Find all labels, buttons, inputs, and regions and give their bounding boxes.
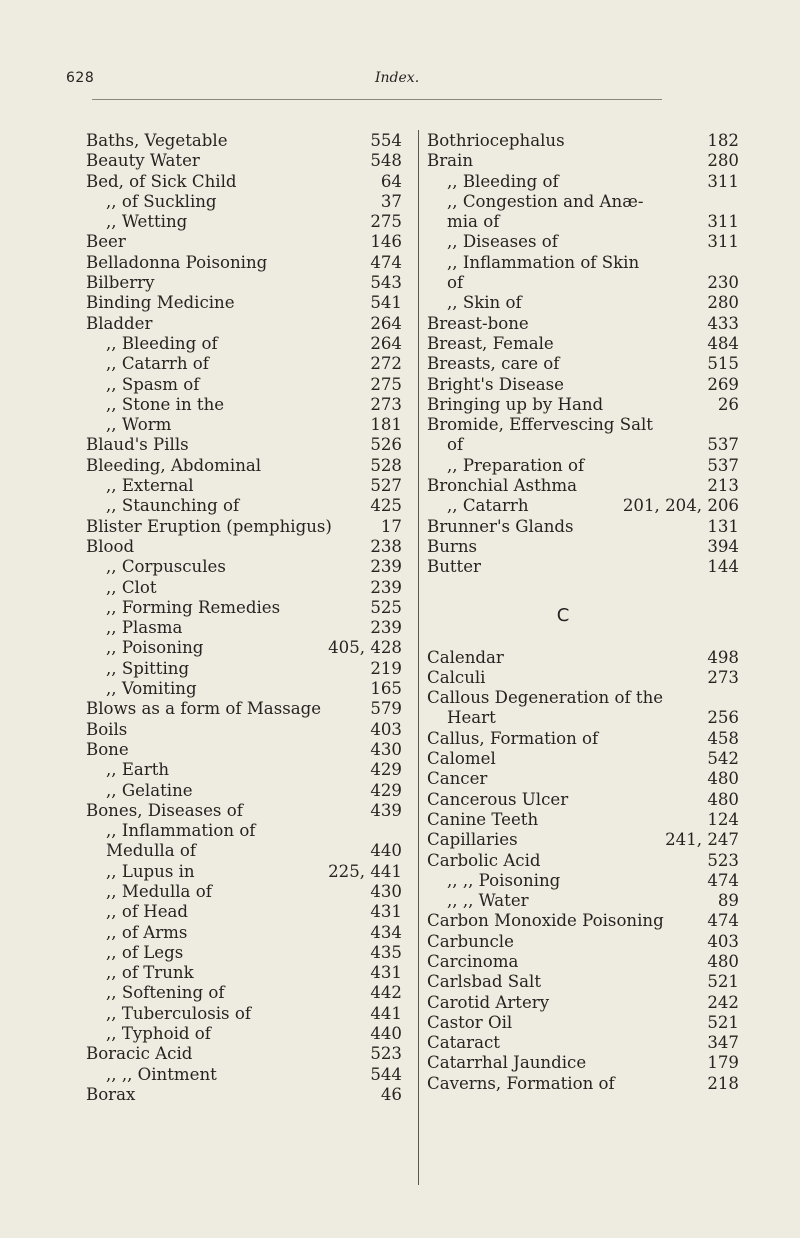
- index-entry: [86, 314, 402, 334]
- entry-page-number: 89: [717, 891, 739, 911]
- entry-label: ,, Lupus in: [106, 861, 195, 881]
- index-left-column: [86, 131, 402, 1105]
- index-entry: [86, 192, 402, 212]
- entry-label: Breasts, care of: [427, 354, 560, 374]
- entry-label: ,, Inflammation of Skin: [447, 252, 640, 272]
- entry-label: Bright's Disease: [427, 374, 564, 394]
- index-entry: [86, 1085, 402, 1105]
- entry-label: Belladonna Poisoning: [86, 252, 268, 272]
- entry-page-number: 26: [717, 394, 739, 414]
- entry-label: Bones, Diseases of: [86, 800, 243, 820]
- entry-page-number: 434: [370, 922, 402, 942]
- entry-page-number: 347: [707, 1033, 739, 1053]
- entry-page-number: 440: [370, 1024, 402, 1044]
- entry-label: ,, Medulla of: [106, 881, 212, 901]
- entry-label: ,, Vomiting: [106, 679, 197, 699]
- entry-label: ,, of Legs: [106, 942, 184, 962]
- index-entry: [427, 354, 739, 374]
- entry-label: ,, Diseases of: [447, 232, 558, 252]
- index-entry: [427, 192, 739, 212]
- entry-label: Blood: [86, 536, 135, 556]
- entry-label: ,, of Arms: [106, 922, 188, 942]
- entry-page-number: 480: [707, 789, 739, 809]
- index-entry: [427, 435, 739, 455]
- index-c-entries: [427, 648, 739, 1095]
- entry-page-number: 144: [707, 557, 739, 577]
- index-entry: [86, 131, 402, 151]
- index-entry: [86, 395, 402, 415]
- entry-label: ,, ,, Ointment: [106, 1064, 217, 1084]
- index-entry: [86, 293, 402, 313]
- entry-page-number: 269: [707, 374, 739, 394]
- entry-page-number: 480: [707, 769, 739, 789]
- entry-label: Caverns, Formation of: [427, 1073, 615, 1093]
- index-entry: [427, 375, 739, 395]
- entry-page-number: 429: [370, 780, 402, 800]
- index-entry: [427, 273, 739, 293]
- entry-page-number: 165: [370, 679, 402, 699]
- index-entry: [427, 932, 739, 952]
- entry-page-number: 256: [707, 708, 739, 728]
- entry-label: Carlsbad Salt: [427, 972, 541, 992]
- entry-label: ,, Bleeding of: [447, 171, 559, 191]
- entry-label: Medulla of: [106, 841, 197, 861]
- index-entry: [427, 131, 739, 151]
- entry-label: Beer: [86, 232, 126, 252]
- index-entry: [86, 659, 402, 679]
- entry-label: Boracic Acid: [86, 1044, 193, 1064]
- entry-page-number: 146: [370, 232, 402, 252]
- entry-label: Calendar: [427, 647, 504, 667]
- entry-label: mia of: [447, 212, 500, 232]
- index-entry: [427, 293, 739, 313]
- entry-label: Cancer: [427, 769, 488, 789]
- index-entry: [86, 862, 402, 882]
- index-entry: [427, 151, 739, 171]
- index-entry: [427, 1074, 739, 1094]
- index-entry: [86, 1004, 402, 1024]
- entry-label: Cancerous Ulcer: [427, 789, 569, 809]
- index-entry: [86, 415, 402, 435]
- entry-label: Bleeding, Abdominal: [86, 455, 262, 475]
- entry-page-number: 521: [707, 1012, 739, 1032]
- entry-label: Boils: [86, 719, 128, 739]
- index-entry: [86, 1065, 402, 1085]
- index-entry: [86, 517, 402, 537]
- entry-page-number: 405, 428: [328, 638, 402, 658]
- index-entry: [86, 375, 402, 395]
- entry-label: Baths, Vegetable: [86, 131, 228, 150]
- entry-page-number: 527: [370, 476, 402, 496]
- entry-page-number: 541: [370, 293, 402, 313]
- index-entry: [427, 1033, 739, 1053]
- entry-label: Burns: [427, 536, 478, 556]
- entry-page-number: 46: [380, 1084, 402, 1104]
- entry-label: Castor Oil: [427, 1012, 513, 1032]
- index-entry: [86, 1044, 402, 1064]
- entry-page-number: 241, 247: [665, 830, 739, 850]
- entry-label: Cataract: [427, 1033, 500, 1053]
- entry-label: Bone: [86, 739, 129, 759]
- index-entry: [427, 993, 739, 1013]
- index-entry: [86, 172, 402, 192]
- entry-label: ,, Preparation of: [447, 455, 585, 475]
- entry-page-number: 425: [370, 496, 402, 516]
- entry-page-number: 480: [707, 951, 739, 971]
- entry-label: Breast, Female: [427, 333, 554, 353]
- entry-page-number: 441: [370, 1003, 402, 1023]
- index-entry: [86, 679, 402, 699]
- entry-label: ,, Clot: [106, 577, 157, 597]
- entry-page-number: 311: [707, 232, 739, 252]
- index-entry: [86, 781, 402, 801]
- entry-page-number: 264: [370, 313, 402, 333]
- entry-label: ,, Staunching of: [106, 496, 240, 516]
- entry-label: Canine Teeth: [427, 809, 539, 829]
- index-entry: [427, 769, 739, 789]
- entry-page-number: 440: [370, 841, 402, 861]
- entry-label: Borax: [86, 1084, 136, 1104]
- entry-page-number: 280: [707, 293, 739, 313]
- entry-page-number: 403: [707, 931, 739, 951]
- entry-label: ,, Corpuscules: [106, 557, 226, 577]
- entry-page-number: 239: [370, 557, 402, 577]
- entry-page-number: 579: [370, 699, 402, 719]
- index-entry: [86, 476, 402, 496]
- entry-page-number: 458: [707, 728, 739, 748]
- index-entry: [86, 334, 402, 354]
- index-entry: [427, 456, 739, 476]
- index-right-column: [427, 131, 739, 1094]
- entry-label: Carcinoma: [427, 951, 519, 971]
- entry-label: ,, Tuberculosis of: [106, 1003, 251, 1023]
- entry-page-number: 474: [707, 911, 739, 931]
- entry-page-number: 238: [370, 536, 402, 556]
- index-entry: [86, 212, 402, 232]
- index-entry: [427, 851, 739, 871]
- index-entry: [86, 435, 402, 455]
- entry-label: Callous Degeneration of the: [427, 688, 664, 708]
- entry-page-number: 394: [707, 536, 739, 556]
- index-entry: [86, 760, 402, 780]
- entry-page-number: 182: [707, 131, 739, 150]
- entry-page-number: 275: [370, 212, 402, 232]
- index-entry: [86, 882, 402, 902]
- entry-label: Beauty Water: [86, 151, 200, 171]
- entry-label: of: [447, 273, 464, 293]
- entry-label: Bilberry: [86, 273, 155, 293]
- index-entry: [86, 983, 402, 1003]
- index-entry: [427, 476, 739, 496]
- index-entry: [427, 314, 739, 334]
- index-entry: [86, 943, 402, 963]
- entry-page-number: 242: [707, 992, 739, 1012]
- column-divider: [418, 130, 419, 1185]
- entry-label: Carbon Monoxide Poisoning: [427, 911, 664, 931]
- entry-page-number: 239: [370, 618, 402, 638]
- entry-page-number: 37: [380, 191, 402, 211]
- entry-page-number: 264: [370, 333, 402, 353]
- entry-page-number: 272: [370, 354, 402, 374]
- index-entry: [86, 740, 402, 760]
- entry-page-number: 273: [370, 394, 402, 414]
- entry-page-number: 218: [707, 1073, 739, 1093]
- entry-page-number: 311: [707, 212, 739, 232]
- entry-page-number: 431: [370, 963, 402, 983]
- entry-label: ,, Skin of: [447, 293, 522, 313]
- index-entry: [427, 668, 739, 688]
- index-entry: [86, 963, 402, 983]
- entry-label: Calomel: [427, 749, 496, 769]
- index-entry: [86, 557, 402, 577]
- index-entry: [427, 871, 739, 891]
- running-title: Index.: [375, 70, 420, 86]
- entry-label: Bed, of Sick Child: [86, 171, 237, 191]
- entry-label: Blows as a form of Massage: [86, 699, 322, 719]
- entry-label: ,, Catarrh: [447, 496, 529, 516]
- index-entry: [86, 151, 402, 171]
- entry-page-number: 442: [370, 983, 402, 1003]
- entry-label: Bothriocephalus: [427, 131, 565, 150]
- entry-page-number: 523: [370, 1044, 402, 1064]
- index-entry: [427, 648, 739, 668]
- index-entry: [427, 911, 739, 931]
- entry-page-number: 430: [370, 739, 402, 759]
- entry-label: Butter: [427, 557, 481, 577]
- index-entry: [427, 1053, 739, 1073]
- index-entry: [86, 496, 402, 516]
- index-entry: [86, 354, 402, 374]
- entry-page-number: 431: [370, 902, 402, 922]
- index-entry: [86, 638, 402, 658]
- entry-page-number: 280: [707, 151, 739, 171]
- index-entry: [86, 841, 402, 861]
- entry-page-number: 230: [707, 273, 739, 293]
- entry-page-number: 239: [370, 577, 402, 597]
- index-entry: [427, 517, 739, 537]
- entry-page-number: 526: [370, 435, 402, 455]
- entry-label: ,, of Head: [106, 902, 189, 922]
- entry-label: Catarrhal Jaundice: [427, 1053, 587, 1073]
- entry-label: Capillaries: [427, 830, 518, 850]
- entry-label: ,, Forming Remedies: [106, 597, 281, 617]
- entry-label: of: [447, 435, 464, 455]
- entry-label: ,, Bleeding of: [106, 333, 218, 353]
- entry-label: Brain: [427, 151, 474, 171]
- entry-label: Bronchial Asthma: [427, 476, 578, 496]
- page-number: 628: [66, 70, 95, 86]
- entry-page-number: 131: [707, 516, 739, 536]
- index-entry: [86, 578, 402, 598]
- entry-label: ,, ,, Water: [447, 891, 529, 911]
- index-entry: [427, 212, 739, 232]
- index-entry: [427, 830, 739, 850]
- index-entry: [86, 821, 402, 841]
- entry-label: Carbuncle: [427, 931, 514, 951]
- entry-label: Bladder: [86, 313, 153, 333]
- entry-page-number: 484: [707, 333, 739, 353]
- index-entry: [86, 232, 402, 252]
- index-entry: [86, 699, 402, 719]
- index-entry: [86, 456, 402, 476]
- entry-page-number: 225, 441: [328, 861, 402, 881]
- entry-label: ,, Wetting: [106, 212, 188, 232]
- entry-label: Breast-bone: [427, 313, 529, 333]
- index-entry: [86, 923, 402, 943]
- entry-page-number: 433: [707, 313, 739, 333]
- entry-page-number: 181: [370, 415, 402, 435]
- index-entry: [427, 253, 739, 273]
- index-b-entries: [427, 131, 739, 578]
- entry-label: Bringing up by Hand: [427, 394, 604, 414]
- section-letter-c: C: [556, 604, 570, 626]
- entry-label: Brunner's Glands: [427, 516, 574, 536]
- index-entry: [86, 902, 402, 922]
- index-entry: [86, 801, 402, 821]
- index-entry: [427, 790, 739, 810]
- index-entry: [427, 810, 739, 830]
- entry-page-number: 543: [370, 273, 402, 293]
- entry-page-number: 430: [370, 881, 402, 901]
- entry-page-number: 403: [370, 719, 402, 739]
- entry-page-number: 523: [707, 850, 739, 870]
- entry-page-number: 474: [370, 252, 402, 272]
- index-entry: [427, 415, 739, 435]
- entry-label: ,, of Suckling: [106, 191, 217, 211]
- index-entry: [427, 688, 739, 708]
- entry-page-number: 537: [707, 455, 739, 475]
- index-entry: [86, 1024, 402, 1044]
- entry-page-number: 528: [370, 455, 402, 475]
- entry-page-number: 474: [707, 870, 739, 890]
- entry-label: ,, Spitting: [106, 658, 190, 678]
- entry-page-number: 213: [707, 476, 739, 496]
- entry-page-number: 521: [707, 972, 739, 992]
- index-entry: [427, 232, 739, 252]
- entry-label: ,, Plasma: [106, 618, 183, 638]
- entry-label: ,, of Trunk: [106, 963, 194, 983]
- entry-page-number: 17: [380, 516, 402, 536]
- entry-page-number: 275: [370, 374, 402, 394]
- entry-page-number: 311: [707, 171, 739, 191]
- entry-label: Carbolic Acid: [427, 850, 541, 870]
- entry-page-number: 435: [370, 942, 402, 962]
- index-entry: [427, 557, 739, 577]
- entry-label: Binding Medicine: [86, 293, 235, 313]
- entry-label: ,, Softening of: [106, 983, 225, 1003]
- index-entry: [427, 395, 739, 415]
- index-entry: [86, 720, 402, 740]
- entry-label: ,, Worm: [106, 415, 172, 435]
- index-entry: [427, 496, 739, 516]
- entry-page-number: 525: [370, 597, 402, 617]
- index-entry: [86, 253, 402, 273]
- entry-label: Heart: [447, 708, 496, 728]
- entry-label: Calculi: [427, 667, 486, 687]
- entry-label: ,, Spasm of: [106, 374, 200, 394]
- entry-page-number: 515: [707, 354, 739, 374]
- entry-page-number: 219: [370, 658, 402, 678]
- entry-label: ,, Earth: [106, 760, 170, 780]
- index-entry: [427, 749, 739, 769]
- entry-label: Bromide, Effervescing Salt: [427, 415, 653, 435]
- entry-label: Callus, Formation of: [427, 728, 599, 748]
- entry-page-number: 542: [707, 749, 739, 769]
- index-entry: [86, 598, 402, 618]
- entry-label: ,, ,, Poisoning: [447, 870, 561, 890]
- index-entry: [427, 972, 739, 992]
- entry-page-number: 498: [707, 647, 739, 667]
- entry-label: Blister Eruption (pemphigus): [86, 516, 332, 536]
- entry-label: Carotid Artery: [427, 992, 550, 1012]
- header-rule: [92, 99, 662, 100]
- entry-page-number: 64: [380, 171, 402, 191]
- entry-label: ,, Congestion and Anæ-: [447, 191, 644, 211]
- index-entry: [427, 537, 739, 557]
- entry-label: ,, Poisoning: [106, 638, 204, 658]
- entry-page-number: 548: [370, 151, 402, 171]
- entry-label: ,, Gelatine: [106, 780, 193, 800]
- entry-label: Blaud's Pills: [86, 435, 189, 455]
- index-entry: [86, 618, 402, 638]
- entry-label: ,, Inflammation of: [106, 821, 256, 841]
- entry-page-number: 429: [370, 760, 402, 780]
- entry-page-number: 201, 204, 206: [622, 496, 739, 516]
- entry-page-number: 179: [707, 1053, 739, 1073]
- entry-label: ,, Typhoid of: [106, 1024, 211, 1044]
- index-entry: [427, 891, 739, 911]
- entry-page-number: 439: [370, 800, 402, 820]
- index-entry: [427, 729, 739, 749]
- entry-label: ,, External: [106, 476, 194, 496]
- entry-label: ,, Catarrh of: [106, 354, 209, 374]
- entry-page-number: 273: [707, 667, 739, 687]
- entry-page-number: 124: [707, 809, 739, 829]
- entry-page-number: 537: [707, 435, 739, 455]
- entry-page-number: 544: [370, 1064, 402, 1084]
- index-entry: [427, 708, 739, 728]
- index-entry: [86, 537, 402, 557]
- index-entry: [427, 172, 739, 192]
- entry-label: ,, Stone in the: [106, 394, 225, 414]
- index-entry: [427, 952, 739, 972]
- index-entry: [427, 334, 739, 354]
- entry-page-number: 554: [370, 131, 402, 150]
- index-entry: [86, 273, 402, 293]
- index-entry: [427, 1013, 739, 1033]
